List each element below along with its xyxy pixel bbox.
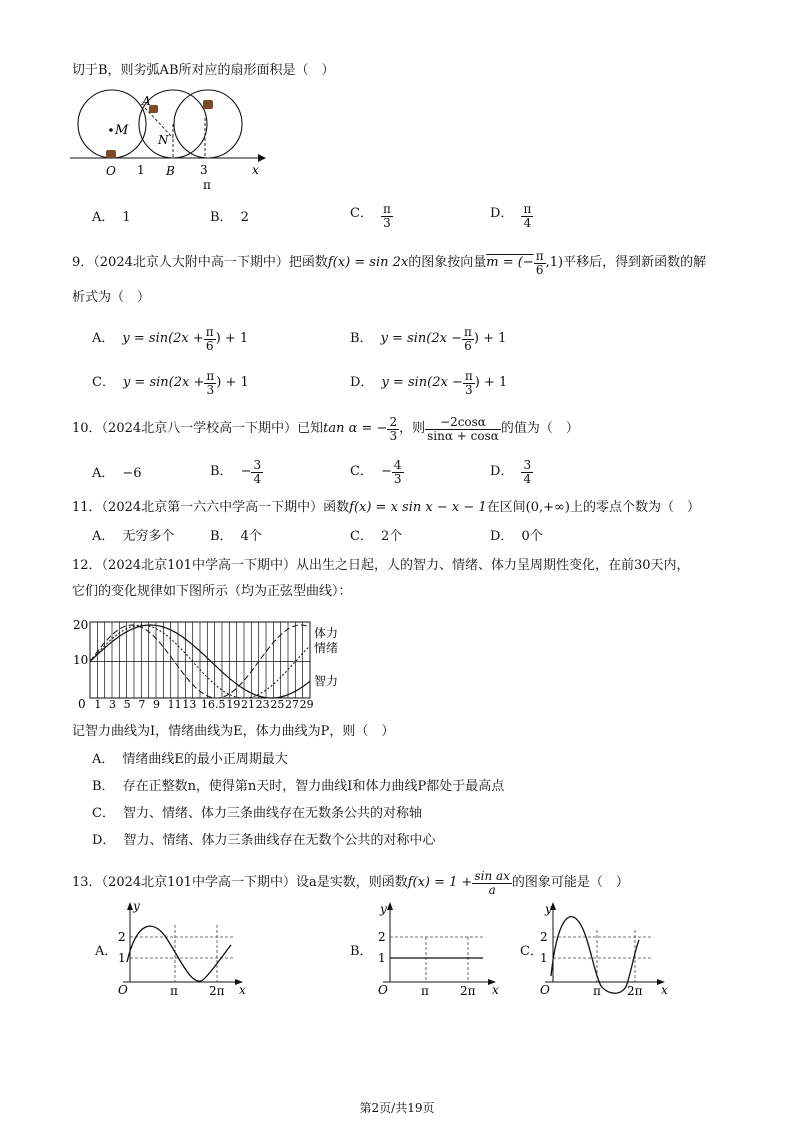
page-number: 第2页/共19页	[359, 1101, 435, 1115]
q13-graph-a-label: A．	[95, 944, 118, 959]
q13-graph-b-x: x	[492, 983, 499, 997]
q12-option-a: A． 情绪曲线E的最小正周期最大	[92, 752, 288, 767]
q13-graph-c-2pi: 2π	[627, 984, 643, 998]
q12-option-d: D． 智力、情绪、体力三条曲线存在无数个公共的对称中心	[92, 833, 436, 848]
q13-graph-a-o: O	[118, 983, 128, 997]
q12-note: 记智力曲线为I，情绪曲线为E，体力曲线为P，则（ ）	[72, 724, 395, 739]
q8-small-animal-left	[106, 150, 116, 158]
q9-stem-line1: 9．（2024北京人大附中高一下期中）把函数f(x) = sin 2x的图象按向量m = (− $\frac{\pi}{6}$ ,1)平移后，得到新函数的解	[72, 249, 707, 277]
q13-graph-a-y: y	[133, 899, 140, 913]
q12-label-qingxu: 情绪	[314, 641, 339, 655]
q12-option-c: C． 智力、情绪、体力三条曲线存在无数条公共的对称轴	[92, 806, 422, 821]
q13-graph-c-o: O	[540, 983, 550, 997]
q13-graph-c-y: y	[545, 902, 552, 916]
q13-graph-a-one: 1	[118, 951, 126, 965]
q10-stem: 10．（2024北京八一学校高一下期中）已知tan α = − $\frac{2}{3}$ ，则 $\frac{-2\cos\alpha}{\sin\alpha + \cos\alpha}$ 的值为（ ）	[72, 415, 579, 443]
q13-graph-c-x: x	[661, 983, 668, 997]
q12-xtick: 7	[138, 698, 146, 711]
q12-xtick: 21	[241, 698, 255, 711]
q12-xtick: 3	[109, 698, 116, 711]
q12-y10: 10	[73, 653, 89, 667]
q13-graph-b-2pi: 2π	[460, 984, 476, 998]
q12-xtick: 23	[255, 698, 270, 711]
q13-graph-b-two: 2	[378, 930, 386, 944]
q9-option-a: A． y = sin(2x + $\frac{\pi}{6}$ ) + 1	[92, 325, 249, 353]
q10-option-a: A． −6	[92, 466, 142, 481]
q10-option-c: C． − $\frac{4}{3}$	[350, 458, 402, 486]
q8-stem: 切于B，则劣弧AB所对应的扇形面积是（ ）	[72, 63, 335, 78]
q8-label-1: 1	[137, 163, 145, 177]
q12-stem-line2: 它们的变化规律如下图所示（均为正弦型曲线）：	[72, 584, 352, 599]
q9-option-d: D． y = sin(2x − $\frac{\pi}{3}$ ) + 1	[350, 369, 508, 397]
q8-label-a: A	[142, 94, 151, 108]
q12-label-tili: 体力	[314, 626, 339, 640]
q12-stem-line1: 12．（2024北京101中学高一下期中）从出生之日起，人的智力、情绪、体力呈周期性变化，在前30天内，	[72, 558, 690, 573]
q12-label-zhili: 智力	[314, 674, 339, 688]
q13-graph-a-curve	[127, 926, 231, 981]
q12-xtick: 27	[285, 698, 299, 711]
q10-option-d: D． $\frac{3}{4}$	[490, 458, 532, 486]
q13-graph-a-x: x	[239, 983, 246, 997]
q11-stem: 11．（2024北京第一六六中学高一下期中）函数f(x) = x sin x − x − 1在区间(0,+∞)上的零点个数为（ ）	[72, 500, 700, 515]
q9-vector: m = (−	[486, 255, 534, 270]
q12-xtick: 13	[182, 698, 197, 711]
q12-xtick: 16.5	[201, 698, 226, 711]
q10-option-b: B． − $\frac{3}{4}$	[210, 458, 262, 486]
q13-graph-c-pi: π	[593, 984, 601, 998]
q12-option-b: B． 存在正整数n，使得第n天时，智力曲线I和体力曲线P都处于最高点	[92, 779, 505, 794]
q13-graph-b-label: B．	[350, 944, 373, 959]
q9-option-c: C． y = sin(2x + $\frac{\pi}{3}$ ) + 1	[92, 369, 249, 397]
q12-xtick: 19	[226, 698, 241, 711]
q8-label-m: M	[115, 123, 129, 138]
q8-option-c: C． $\frac{\pi}{3}$	[350, 202, 391, 230]
q9-option-b: B． y = sin(2x − $\frac{\pi}{6}$ ) + 1	[350, 325, 507, 353]
q12-xticks	[94, 698, 313, 711]
q8-circles-figure	[60, 88, 280, 198]
q8-label-3: 3	[200, 163, 208, 177]
q13-graph-b	[368, 900, 508, 998]
q12-y20: 20	[73, 618, 89, 632]
q9-stem-line2: 析式为（ ）	[72, 290, 151, 305]
q8-label-b: B	[166, 164, 175, 178]
q8-label-pi: π	[203, 178, 211, 192]
q13-graph-a-2pi: 2π	[209, 984, 225, 998]
q11-option-c: C． 2个	[350, 529, 403, 544]
q8-option-d: D． $\frac{\pi}{4}$	[490, 202, 532, 230]
q12-biorhythm-chart	[70, 612, 350, 712]
q8-label-x: x	[252, 163, 259, 177]
q8-small-animal-top	[203, 100, 213, 109]
q13-graph-b-o: O	[378, 983, 388, 997]
q13-graph-c-label: C．	[520, 944, 543, 959]
q12-y0: 0	[78, 697, 86, 711]
q8-label-o: O	[106, 164, 116, 178]
q13-graph-b-pi: π	[421, 984, 429, 998]
q12-xtick: 1	[94, 698, 102, 711]
q12-xtick: 11	[167, 698, 182, 711]
q13-graph-b-one: 1	[378, 951, 386, 965]
q12-xtick: 25	[270, 698, 285, 711]
q8-option-a: A． 1	[92, 210, 131, 225]
q13-graph-c-one: 1	[540, 951, 548, 965]
q11-option-b: B． 4个	[210, 529, 262, 544]
q13-stem: 13．（2024北京101中学高一下期中）设a是实数，则函数f(x) = 1 + $\frac{\text{sin ax}}{a}$ 的图象可能是（ ）	[72, 869, 629, 897]
q13-graph-a	[115, 899, 255, 998]
q12-xtick: 29	[299, 698, 314, 711]
q11-option-a: A． 无穷多个	[92, 529, 175, 544]
q12-xtick: 9	[153, 698, 160, 711]
q13-graph-a-two: 2	[118, 930, 126, 944]
q13-graph-c	[535, 900, 675, 998]
q8-label-n: N	[158, 133, 169, 147]
q13-graph-c-two: 2	[540, 930, 548, 944]
q13-graph-a-pi: π	[170, 984, 178, 998]
q8-option-b: B． 2	[210, 210, 249, 225]
q11-option-d: D． 0个	[490, 529, 543, 544]
q13-graph-b-y: y	[380, 902, 387, 916]
q12-xtick: 5	[123, 698, 131, 711]
